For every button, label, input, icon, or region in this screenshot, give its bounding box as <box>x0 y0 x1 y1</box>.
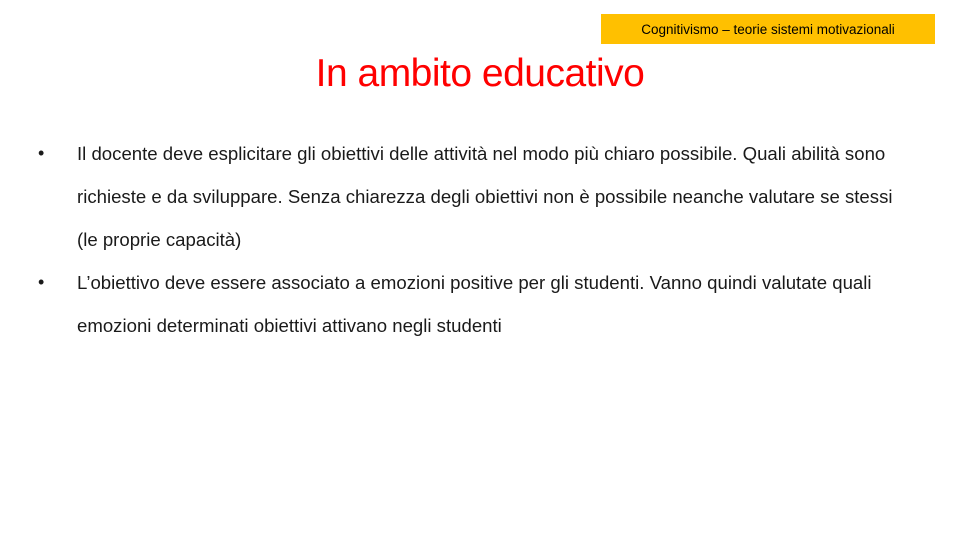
bullet-icon: • <box>38 143 45 163</box>
bullet-text: L’obiettivo deve essere associato a emozioni positive per gli studenti. Vanno quindi valutate quali emozioni determinati obiettivi attivano negli studenti <box>77 272 872 336</box>
topic-tag-label: Cognitivismo – teorie sistemi motivazionali <box>641 21 895 37</box>
bullet-list <box>38 132 918 347</box>
slide-title: In ambito educativo <box>315 52 645 95</box>
bullet-item <box>38 132 918 261</box>
bullet-icon: • <box>38 272 45 292</box>
topic-tag <box>601 14 935 44</box>
bullet-item <box>38 261 918 347</box>
bullet-text: Il docente deve esplicitare gli obiettivi delle attività nel modo più chiaro possibile. Quali abilità sono richieste e da sviluppare. Senza chiarezza degli obiettivi non è possibile neanche valutare se stessi (le proprie capacità) <box>77 143 893 250</box>
